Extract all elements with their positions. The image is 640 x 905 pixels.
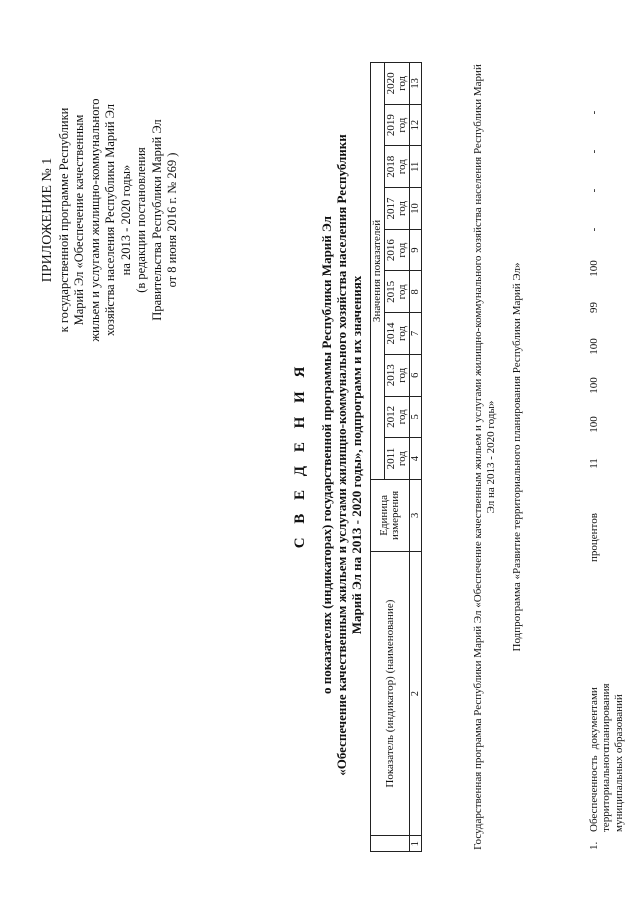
column-number: 6 bbox=[410, 354, 422, 396]
row-name-part: территориального bbox=[600, 747, 612, 832]
row-indicator-name bbox=[588, 612, 626, 832]
table-header-row bbox=[371, 63, 385, 852]
row-name-part: Обеспеченность bbox=[587, 755, 600, 832]
column-number: 10 bbox=[410, 188, 422, 230]
heading-line: «Обеспечение качественным жильем и услугами жилищно-коммунального хозяйства населения Республики bbox=[334, 134, 349, 776]
header-year: 2013 год bbox=[385, 354, 410, 396]
column-number: 12 bbox=[410, 104, 422, 146]
row-value: - bbox=[587, 149, 600, 154]
column-numbers-row bbox=[410, 63, 422, 852]
header-year: 2018 год bbox=[385, 146, 410, 188]
row-value: - bbox=[587, 110, 600, 115]
header-year: 2017 год bbox=[385, 188, 410, 230]
row-value: - bbox=[587, 227, 600, 232]
row-name-part: муниципальных образований bbox=[612, 694, 625, 832]
appendix-line: Правительства Республики Марий Эл bbox=[149, 119, 164, 321]
column-number: 5 bbox=[410, 396, 422, 438]
row-value: 100 bbox=[587, 260, 600, 277]
row-value: 100 bbox=[587, 338, 600, 355]
row-value: 100 bbox=[587, 416, 600, 433]
header-year: 2020 год bbox=[385, 63, 410, 105]
appendix-line: жильем и услугами жилищно-коммунального bbox=[87, 98, 102, 342]
row-value: - bbox=[587, 188, 600, 193]
column-number: 11 bbox=[410, 146, 422, 188]
table-body bbox=[472, 62, 625, 852]
row-name-part: планирования bbox=[600, 683, 612, 750]
subprogram-title: Подпрограмма «Развитие территориального планирования Республики Марий Эл» bbox=[511, 262, 523, 652]
appendix-line: (в редакции постановления bbox=[134, 147, 148, 293]
header-name-cell: Показатель (индикатор) (наименование) bbox=[371, 551, 410, 836]
column-number: 7 bbox=[410, 313, 422, 355]
header-unit-cell: Единица измерения bbox=[371, 479, 410, 551]
heading-line: о показателях (индикаторах) государственной программы Республики Марий Эл bbox=[319, 216, 334, 694]
appendix-line: от 8 июня 2016 г. № 269 ) bbox=[165, 152, 179, 288]
header-year: 2015 год bbox=[385, 271, 410, 313]
row-name-part: документами bbox=[587, 687, 600, 750]
appendix-line: на 2013 - 2020 годы» bbox=[118, 164, 133, 276]
appendix-line: к государственной программе Республики bbox=[56, 107, 71, 333]
program-title: Государственная программа Республики Марий Эл «Обеспечение качественным жильем и услугами жилищно-коммунального хозяйства населения Республики Марий Эл на 2013 - 2020 годы» bbox=[472, 64, 497, 850]
column-number: 4 bbox=[410, 438, 422, 480]
column-number: 2 bbox=[410, 551, 422, 836]
row-value: 11 bbox=[587, 458, 600, 469]
table-row bbox=[530, 62, 625, 852]
column-number: 8 bbox=[410, 271, 422, 313]
column-number: 13 bbox=[410, 63, 422, 105]
header-year: 2019 год bbox=[385, 104, 410, 146]
header-values-group: Значения показателей bbox=[371, 63, 385, 480]
row-value: 100 bbox=[587, 377, 600, 394]
column-number: 1 bbox=[410, 836, 422, 852]
row-number: 1. bbox=[587, 841, 600, 850]
heading-line: Марий Эл на 2013 - 2020 годы», подпрограмм и их значениях bbox=[349, 275, 364, 635]
header-number-cell bbox=[371, 836, 410, 852]
heading-title: С В Е Д Е Н И Я bbox=[292, 361, 308, 549]
appendix-line: хозяйства населения Республики Марий Эл bbox=[103, 104, 117, 336]
column-number: 3 bbox=[410, 479, 422, 551]
appendix-line: Марий Эл «Обеспечение качественным bbox=[72, 114, 86, 326]
header-year: 2011 год bbox=[385, 438, 410, 480]
row-value: 99 bbox=[587, 302, 600, 313]
header-year: 2014 год bbox=[385, 313, 410, 355]
appendix-title: ПРИЛОЖЕНИЕ № 1 bbox=[40, 157, 55, 283]
indicators-table bbox=[370, 62, 422, 852]
appendix-block bbox=[40, 55, 181, 385]
row-unit: процентов bbox=[587, 513, 600, 562]
column-number: 9 bbox=[410, 229, 422, 271]
header-year: 2016 год bbox=[385, 229, 410, 271]
document-heading bbox=[292, 45, 364, 865]
header-year: 2012 год bbox=[385, 396, 410, 438]
